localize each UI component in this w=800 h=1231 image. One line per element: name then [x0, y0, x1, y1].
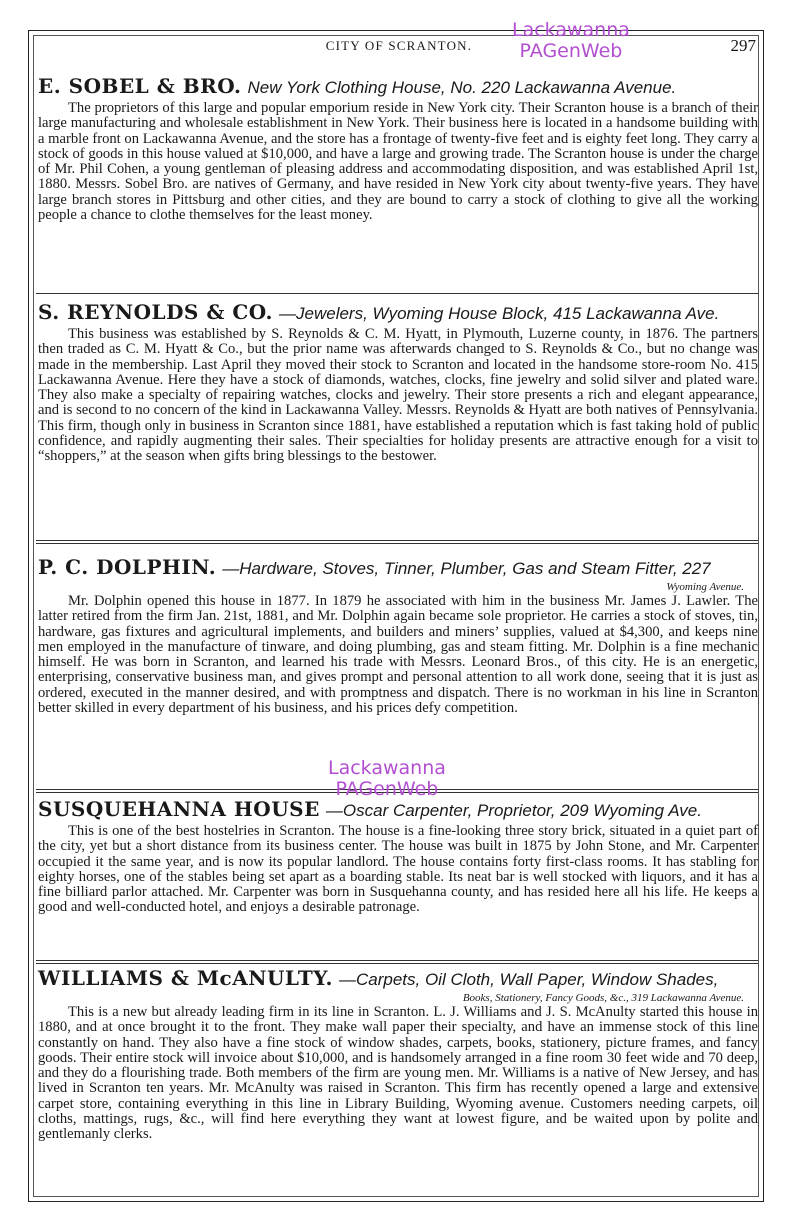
- entry-text: [38, 824, 758, 916]
- watermark: [328, 758, 446, 800]
- entry-heading: [38, 797, 758, 823]
- entry-paragraph: This is a new but already leading firm in its line in Scranton. L. J. Williams and J. S. McAnulty started this house in 1880, and at once brought it to the front. They make wall paper their specialty, and have an immense stock of this line constantly on hand. They also have a fine stock of window shades, carpets, books, stationery, picture frames, and fancy goods. Their entire stock will invoice about $10,000, and is handsomely arranged in a fine room 30 feet wide and 70 deep, and they do a flourishing trade. Both members of the firm are young men. Mr. Williams is a native of New Jersey, and has lived in Scranton ten years. Mr. McAnulty was raised in Scranton. This firm has recently opened a large and extensive carpet store, containing everything in this line in Library Building, Wyoming avenue. Customers needing carpets, oil cloths, mattings, rugs, &c., will find here everything they want at lowest figure, and be waited upon by polite and gentlemanly clerks.: [38, 1004, 758, 1143]
- firm-description: —Oscar Carpenter, Proprietor, 209 Wyoming Ave.: [325, 801, 702, 820]
- firm-description: New York Clothing House, No. 220 Lackawanna Avenue.: [247, 78, 677, 97]
- entry-williams: [38, 966, 758, 1143]
- firm-name: WILLIAMS & McANULTY.: [38, 966, 333, 990]
- divider: [36, 540, 758, 544]
- watermark-line: PAGenWeb: [335, 778, 439, 800]
- entry-paragraph: This business was established by S. Reynolds & C. M. Hyatt, in Plymouth, Luzerne county, in 1876. The partners then traded as C. M. Hyatt & Co., but the prior name was afterwards changed to S. Reynolds & Co., but no change was made in the membership. Last April they moved their stock to Scranton and located in the handsome store-room No. 415 Lackawanna Avenue. Here they have a stock of diamonds, watches, clocks, fine jewelry and solid silver and plated ware. They also make a specialty of repairing watches, clocks and jewelry. Their store presents a rich and elegant appearance, and is second to no concern of the kind in Lackawanna Valley. Messrs. Reynolds & Hyatt are both natives of Pennsylvania. This firm, though only in business in Scranton since 1881, have established a reputation which is fast taking hold of public confidence, and rapidly augmenting their sales. Their specialties for holiday presents are attractive enough for a visit to “shoppers,” at the season when gifts bring blessings to the bestower.: [38, 326, 758, 465]
- entry-susquehanna: [38, 797, 758, 916]
- page-header: [34, 38, 764, 60]
- firm-name: E. SOBEL & BRO.: [38, 74, 242, 98]
- firm-description: —Hardware, Stoves, Tinner, Plumber, Gas and Steam Fitter, 227: [222, 559, 711, 578]
- address-line: Books, Stationery, Fancy Goods, &c., 319 Lackawanna Avenue.: [462, 992, 744, 1004]
- firm-description: —Carpets, Oil Cloth, Wall Paper, Window Shades,: [338, 970, 719, 989]
- firm-name: SUSQUEHANNA HOUSE: [38, 797, 320, 821]
- entry-paragraph: The proprietors of this large and popular emporium reside in New York city. Their Scranton house is a branch of their large manufacturing and wholesale establishment in New York. Their business here is located in a handsome building with a marble front on Lackawanna Avenue, and the store has a frontage of twenty-five feet and is eighty feet long. They carry a stock of goods in this house valued at $10,000, and have a large and growing trade. The Scranton house is under the charge of Mr. Phil Cohen, a young gentleman of pleasing address and accommodating disposition, and was established April 1st, 1880. Messrs. Sobel Bro. are natives of Germany, and have resided in New York city about twenty-five years. They have large branch stores in Pittsburg and other cities, and they are bound to carry a stock of clothing to give all the working people a chance to clothe themselves for the least money.: [38, 100, 758, 224]
- watermark: [512, 20, 630, 62]
- entry-heading: [38, 74, 758, 100]
- entry-heading: [38, 300, 758, 326]
- firm-name: P. C. DOLPHIN.: [38, 555, 217, 579]
- entry-heading: [38, 555, 758, 581]
- watermark-line: Lackawanna: [512, 19, 630, 41]
- entry-dolphin: [38, 555, 758, 716]
- entry-sobel: [38, 74, 758, 223]
- firm-name: S. REYNOLDS & CO.: [38, 300, 273, 324]
- divider: [36, 293, 758, 294]
- entry-paragraph: Mr. Dolphin opened this house in 1877. In 1879 he associated with him in the business Mr. James J. Lawler. The latter retired from the firm Jan. 21st, 1881, and Mr. Dolphin again became sole proprietor. He carries a stock of stoves, tin, hardware, gas fixtures and agricultural implements, and builders and miners’ supplies, valued at $4,300, and keeps nine men employed in the manufacture of tinware, and doing plumbing, gas and steam fitting. Mr. Dolphin is a fine mechanic himself. He was born in Scranton, and learned his trade with Messrs. Leonard Bros., of this city. He is an energetic, enterprising, conservative business man, and gives prompt and personal attention to all work done, seeing that it is just as ordered, executed in the manner desired, and with promptness and dispatch. There is no workman in his line in Scranton better skilled in every department of his business, and his prices defy competition.: [38, 593, 758, 717]
- address-line: Wyoming Avenue.: [666, 581, 744, 593]
- firm-description: —Jewelers, Wyoming House Block, 415 Lackawanna Ave.: [279, 304, 720, 323]
- entry-reynolds: [38, 300, 758, 465]
- entry-text: [38, 101, 758, 223]
- entry-paragraph: This is one of the best hostelries in Scranton. The house is a fine-looking three story brick, situated in a quiet part of the city, yet but a short distance from its business center. The house was built in 1875 by John Stone, and Mr. Carpenter occupied it the same year, and is now its popular landlord. The house contains forty first-class rooms. It has stabling for eighty horses, one of the stables being set apart as a boarding stable. Its neat bar is well stocked with liquors, and it has a fine billiard parlor attached. Mr. Carpenter was born in Susquehanna county, and has resided here all his life. He keeps a good and well-conducted hotel, and enjoys a desirable patronage.: [38, 823, 758, 916]
- entry-text: [38, 594, 758, 716]
- page-number: 297: [730, 36, 756, 55]
- watermark-line: Lackawanna: [328, 757, 446, 779]
- divider: [36, 960, 758, 964]
- running-title: CITY OF SCRANTON.: [325, 38, 473, 53]
- watermark-line: PAGenWeb: [519, 40, 623, 62]
- entry-heading: [38, 966, 758, 992]
- entry-text: [38, 327, 758, 465]
- entry-text: [38, 1005, 758, 1143]
